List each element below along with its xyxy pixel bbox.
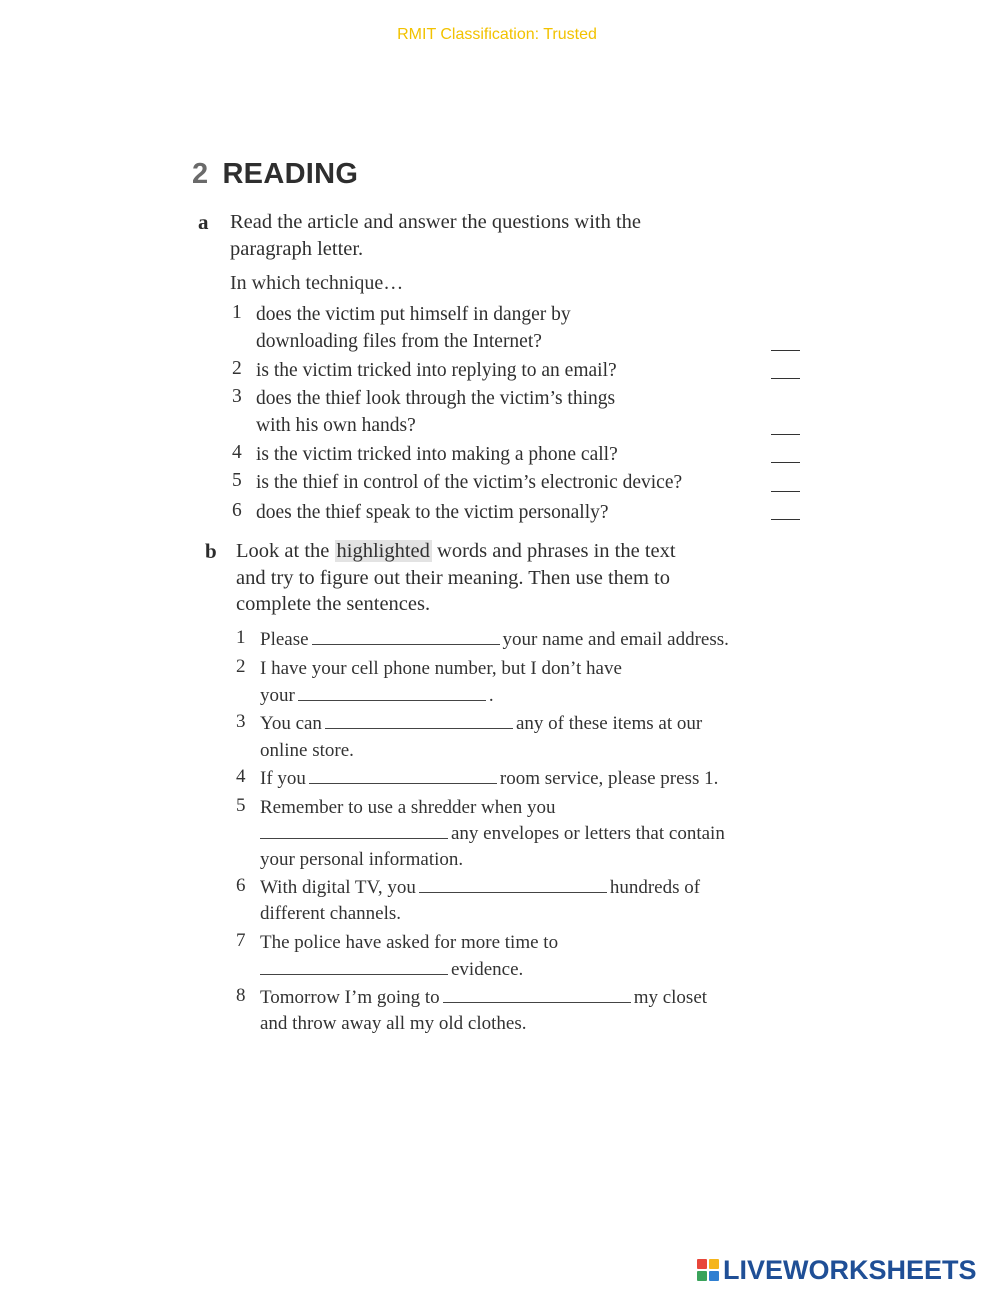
- highlighted-word: highlighted: [336, 540, 430, 562]
- liveworksheets-logo[interactable]: [697, 1255, 977, 1285]
- question-text: does the victim put himself in danger by: [256, 304, 571, 325]
- sentence-text: evidence.: [451, 959, 524, 980]
- logo-square: [697, 1271, 707, 1281]
- fill-blank[interactable]: [325, 712, 513, 729]
- sentence-line-cont: your personal information.: [260, 849, 464, 870]
- fill-blank[interactable]: [260, 822, 448, 839]
- sentence-number: 5: [236, 795, 246, 816]
- fill-blank[interactable]: [443, 986, 631, 1003]
- answer-blank-2[interactable]: [771, 378, 800, 379]
- sentence-line: Remember to use a shredder when you: [260, 797, 556, 818]
- sentence-line-cont: [260, 820, 725, 847]
- question-text: does the thief speak to the victim personally?: [256, 502, 609, 523]
- question-text-cont: with his own hands?: [256, 415, 416, 436]
- section-heading: READING: [222, 158, 359, 190]
- sentence-text: room service, please press 1.: [499, 768, 719, 789]
- sentence-number: 6: [236, 875, 246, 896]
- sentence-text: Tomorrow I’m going to: [260, 987, 440, 1008]
- logo-icon: [697, 1259, 719, 1281]
- sentence-text: If you: [260, 768, 306, 789]
- sentence-text: any envelopes or letters that contain: [451, 823, 725, 844]
- sentence-text: .: [488, 685, 494, 706]
- part-b-instruction-line3: complete the sentences.: [236, 593, 431, 615]
- sentence-number: 7: [236, 930, 246, 951]
- part-a-lead: In which technique…: [230, 272, 404, 294]
- sentence-line: [260, 984, 707, 1011]
- question-number: 1: [232, 302, 242, 323]
- question-number: 5: [232, 470, 242, 491]
- logo-square: [697, 1259, 707, 1269]
- part-b-letter: b: [205, 539, 217, 563]
- sentence-text: With digital TV, you: [260, 877, 416, 898]
- question-text-cont: downloading files from the Internet?: [256, 331, 542, 352]
- instruction-text: words and phrases in the text: [431, 540, 676, 562]
- logo-text: LIVEWORKSHEETS: [723, 1254, 977, 1285]
- question-number: 4: [232, 442, 242, 463]
- fill-blank[interactable]: [312, 628, 500, 645]
- sentence-text: You can: [260, 713, 322, 734]
- sentence-line-cont: online store.: [260, 740, 354, 761]
- fill-blank[interactable]: [260, 958, 448, 975]
- sentence-number: 2: [236, 656, 246, 677]
- answer-blank-4[interactable]: [771, 462, 800, 463]
- part-a-letter: a: [198, 210, 209, 234]
- answer-blank-3[interactable]: [771, 434, 800, 435]
- sentence-line-cont: [260, 682, 494, 709]
- classification-label: RMIT Classification: Trusted: [397, 26, 597, 43]
- sentence-line: The police have asked for more time to: [260, 932, 559, 953]
- question-text: is the victim tricked into making a phone call?: [256, 444, 618, 465]
- logo-square: [709, 1259, 719, 1269]
- answer-blank-1[interactable]: [771, 350, 800, 351]
- sentence-text: any of these items at our: [515, 713, 703, 734]
- sentence-number: 1: [236, 627, 246, 648]
- part-a-instruction-line1: Read the article and answer the questions with the: [230, 211, 642, 233]
- sentence-number: 3: [236, 711, 246, 732]
- fill-blank[interactable]: [309, 767, 497, 784]
- sentence-text: my closet: [633, 987, 708, 1008]
- answer-blank-5[interactable]: [771, 491, 800, 492]
- question-number: 3: [232, 386, 242, 407]
- sentence-line: [260, 710, 702, 737]
- question-number: 6: [232, 500, 242, 521]
- answer-blank-6[interactable]: [771, 519, 800, 520]
- fill-blank[interactable]: [298, 684, 486, 701]
- question-text: is the victim tricked into replying to an email?: [256, 360, 617, 381]
- sentence-number: 8: [236, 985, 246, 1006]
- sentence-line-cont: different channels.: [260, 903, 402, 924]
- question-text: is the thief in control of the victim’s electronic device?: [256, 472, 683, 493]
- sentence-line: [260, 874, 700, 901]
- sentence-number: 4: [236, 766, 246, 787]
- sentence-text: Please: [260, 629, 309, 650]
- section-number: 2: [192, 158, 209, 190]
- sentence-text: your: [260, 685, 295, 706]
- sentence-line-cont: [260, 956, 523, 983]
- logo-square: [709, 1271, 719, 1281]
- sentence-line: [260, 765, 718, 792]
- question-number: 2: [232, 358, 242, 379]
- sentence-line: I have your cell phone number, but I don’t have: [260, 658, 622, 679]
- sentence-line-cont: and throw away all my old clothes.: [260, 1013, 527, 1034]
- sentence-text: your name and email address.: [502, 629, 729, 650]
- instruction-text: Look at the: [236, 540, 335, 562]
- sentence-line: [260, 626, 729, 653]
- part-b-instruction-line1: [236, 538, 676, 565]
- section-title: [192, 158, 358, 191]
- part-a-instruction-line2: paragraph letter.: [230, 238, 364, 260]
- fill-blank[interactable]: [419, 876, 607, 893]
- question-text: does the thief look through the victim’s things: [256, 388, 616, 409]
- part-b-instruction-line2: and try to figure out their meaning. Then use them to: [236, 567, 671, 589]
- sentence-text: hundreds of: [609, 877, 701, 898]
